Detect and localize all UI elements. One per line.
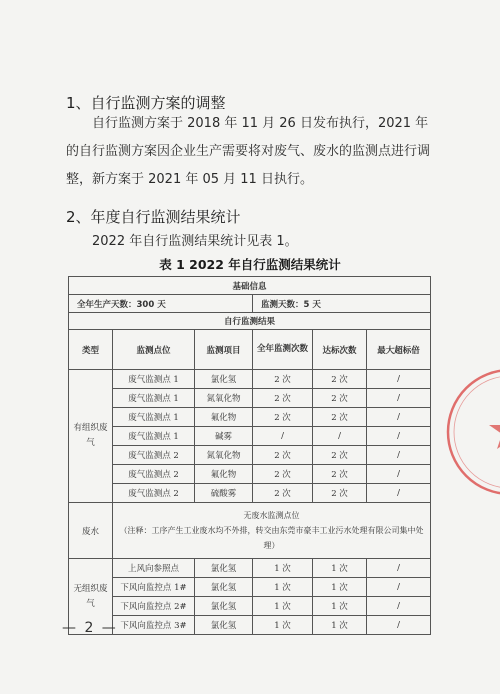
table-cell: 废气监测点 2: [113, 465, 195, 484]
company-seal-icon: [440, 362, 500, 502]
table-cell: 氯化氢: [195, 559, 253, 578]
column-header: 全年监测次数: [253, 330, 313, 370]
table-cell: 硫酸雾: [195, 484, 253, 503]
table-cell: 氯化氢: [195, 616, 253, 635]
table-cell: 2 次: [253, 446, 313, 465]
table-cell: 2 次: [313, 408, 367, 427]
table-cell: 废气监测点 1: [113, 408, 195, 427]
table-cell: 1 次: [313, 616, 367, 635]
section2-heading: 2、年度自行监测结果统计: [66, 208, 241, 226]
wastewater-note-text: （注释：工序产生工业废水均不外排，转交由东莞市豪丰工业污水处理有限公司集中处理）: [119, 526, 424, 550]
table-row: [69, 370, 431, 389]
table-cell: /: [253, 427, 313, 446]
table-row: [69, 559, 431, 578]
table-cell: 1 次: [253, 578, 313, 597]
table-cell: 1 次: [313, 578, 367, 597]
table-row: [69, 389, 431, 408]
table-cell: 废气监测点 1: [113, 370, 195, 389]
table-cell: /: [367, 465, 431, 484]
category-cell: 有组织废气: [69, 370, 113, 503]
table-row: [69, 616, 431, 635]
table-cell: 2 次: [313, 484, 367, 503]
column-header: 监测点位: [113, 330, 195, 370]
table-cell: 2 次: [313, 465, 367, 484]
table-cell: 1 次: [313, 559, 367, 578]
table-cell: 碱雾: [195, 427, 253, 446]
table-cell: /: [367, 597, 431, 616]
table-cell: 氯化氢: [195, 578, 253, 597]
table-row: [69, 597, 431, 616]
table-cell: 2 次: [253, 484, 313, 503]
table-cell: /: [313, 427, 367, 446]
table-row: [69, 503, 431, 559]
table-cell: 2 次: [253, 408, 313, 427]
table-cell: 氮氧化物: [195, 446, 253, 465]
monitoring-results-table: [68, 276, 431, 635]
table-cell: 氯化氢: [195, 370, 253, 389]
category-cell: 无组织废气: [69, 559, 113, 635]
table-cell: 废气监测点 1: [113, 389, 195, 408]
production-days-cell: 全年生产天数：300 天: [69, 295, 253, 313]
table-cell: /: [367, 427, 431, 446]
table-cell: 氮氧化物: [195, 389, 253, 408]
table-cell: 废气监测点 1: [113, 427, 195, 446]
table-row: [69, 578, 431, 597]
page-number: — 2 —: [62, 620, 118, 636]
table-cell: 废气监测点 2: [113, 446, 195, 465]
table-cell: 氟化物: [195, 408, 253, 427]
monitoring-days-cell: 监测天数：5 天: [253, 295, 431, 313]
table-cell: 1 次: [253, 559, 313, 578]
table-cell: /: [367, 389, 431, 408]
table-title: 表 1 2022 年自行监测结果统计: [159, 257, 341, 272]
wastewater-note-cell: [113, 503, 431, 559]
table-cell: /: [367, 446, 431, 465]
table-cell: 氯化氢: [195, 597, 253, 616]
table-cell: /: [367, 578, 431, 597]
table-cell: 下风向监控点 2#: [113, 597, 195, 616]
basic-info-header: 基础信息: [69, 277, 431, 295]
table-cell: 2 次: [313, 389, 367, 408]
table-cell: /: [367, 559, 431, 578]
table-cell: 下风向监控点 1#: [113, 578, 195, 597]
column-header: 最大超标倍: [367, 330, 431, 370]
section1-heading: 1、自行监测方案的调整: [66, 94, 226, 112]
section2-paragraph: 2022 年自行监测结果统计见表 1。: [92, 234, 298, 249]
category-cell: 废水: [69, 503, 113, 559]
table-row: [69, 408, 431, 427]
column-header-row: [69, 330, 431, 370]
table-cell: 2 次: [253, 370, 313, 389]
table-cell: /: [367, 616, 431, 635]
wastewater-point-text: 无废水监测点位: [243, 511, 300, 520]
table-row: [69, 484, 431, 503]
column-header: 达标次数: [313, 330, 367, 370]
table-cell: 1 次: [253, 616, 313, 635]
table-row: [69, 427, 431, 446]
section1-paragraph: 自行监测方案于 2018 年 11 月 26 日发布执行，2021 年的自行监测方案因企业生产需要将对废气、废水的监测点进行调整，新方案于 2021 年 05 月 11 日执行。: [66, 116, 431, 187]
table-cell: 废气监测点 2: [113, 484, 195, 503]
table-cell: /: [367, 408, 431, 427]
table-cell: 2 次: [253, 389, 313, 408]
results-header: 自行监测结果: [69, 313, 431, 330]
table-cell: 2 次: [313, 446, 367, 465]
table-cell: 1 次: [313, 597, 367, 616]
table-cell: 2 次: [253, 465, 313, 484]
table-row: [69, 465, 431, 484]
table-cell: 下风向监控点 3#: [113, 616, 195, 635]
table-cell: 1 次: [253, 597, 313, 616]
column-header: 监测项目: [195, 330, 253, 370]
table-cell: 上风向参照点: [113, 559, 195, 578]
column-header: 类型: [69, 330, 113, 370]
table-cell: 氟化物: [195, 465, 253, 484]
table-cell: 2 次: [313, 370, 367, 389]
table-cell: /: [367, 484, 431, 503]
table-cell: /: [367, 370, 431, 389]
table-row: [69, 446, 431, 465]
